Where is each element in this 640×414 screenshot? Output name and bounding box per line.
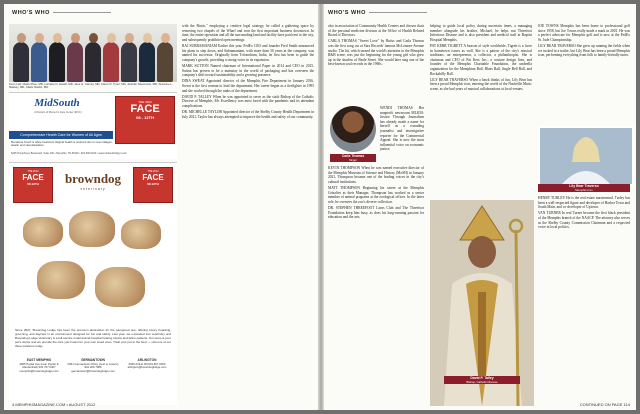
far-article-column-top	[538, 24, 630, 124]
lily-bear-namebar: Lily Bear Traverso Memphis Icon	[538, 184, 630, 192]
left-page-header: WHO'S WHO	[12, 10, 111, 16]
location-east-memphis: EAST MEMPHIS 4965 Poplar Ave (near Poplar & Mendenhall) 901.767.0407 memphis@browndoglodge.com	[19, 358, 59, 373]
right-page-header: WHO'S WHO	[328, 10, 427, 16]
mid-article-column-bottom	[328, 166, 424, 402]
face-award-badge-left: THE 2012 FACE 08-12TH	[13, 167, 53, 203]
article-paragraph: with the Biotic," employing a creative legal strategy, he called a gathering space by removing two chapels of the Wharf and won the first important business downtown. In time, the entire operation and all the surrounding land and facility have paid rent to the city, and subsequently prohibited open meetings.	[182, 24, 314, 42]
midsouth-logo: MidSouth	[34, 97, 80, 109]
article-paragraph: VAN TURNER In real Turner became the first black president of the Memphis branch of the NAACP. The attorney also serves as the Shelby County Commission Chairman and a respected voice in local politics.	[538, 211, 630, 230]
right-article-column	[430, 24, 532, 196]
left-folio: 4 MEMPHISMAGAZINE.COM • AUGUST 2012	[12, 402, 96, 407]
carla-thomas-photo	[330, 106, 376, 152]
lily-bear-illustration	[540, 128, 632, 184]
article-paragraph: HENRY TURLEY He is the real estate mastermind. Turley has been a well-respected figure and developer of Harbor Town and South Main, and co-developer of Uptown.	[538, 196, 630, 210]
carla-thomas-namebar: Carla Thomas Singer	[330, 154, 376, 162]
article-paragraph: CARLA THOMAS "Sweet Love" by Rufus and Carla Thomas was the first song cut at Stax Records' famous McLemore Avenue studio. The hit, which turned the world's attention to the Memphis R&B scene, was just the beginning for the young girl who grew up in the shadow of Beale Street. She would later sing one of the best-known soul records in the 1960s.	[328, 39, 424, 67]
midsouth-tagline: MonaLisa Touch is office treatment Vaginal health is restored due to new collagen, elastin and vascularization	[11, 140, 113, 148]
left-article-column	[182, 24, 314, 402]
photo-caption: From Left: Claire Price, MD, Lorraine D. Hewitt, MD, Jane G. Carney, MD, Karen N. Tyner, MD, Jennifer Stevenson, MD, Suzanne L. Massey, MD, Claire Nowlin, MD	[9, 82, 173, 90]
left-page	[4, 4, 320, 410]
article-paragraph: MARK SUTTON Named chairman of International Paper in 2014 and CEO in 2015, Sutton has proven to be a mainstay in the world of packaging and has overseen the company's shift toward sustainability and a growing presence.	[182, 63, 314, 78]
location-germantown: GERMANTOWN 2061 Germantown Pkwy (next to Lowe's) 901.266.7085 germantown@browndoglodge.com	[67, 358, 119, 373]
article-paragraph: helping to guide local policy during uncertain times, a managing member alongside his brother, Michael, he helps run Threefoot Infectious Disease and is also president and medical staff at Baptist Hospital Memphis.	[430, 24, 532, 42]
browndog-logo-subtitle: veterinary	[80, 187, 106, 191]
article-paragraph: also in association of Community Health Centers and chosen chair of the personal medicine division at the Office of Health Related Board of Directors.	[328, 24, 424, 38]
midsouth-address: 6225 Humphreys Boulevard, Suite 100 • Memphis, TN 38120 • 901.682.0400 • www.midsouthobgyn.com	[11, 152, 127, 155]
right-folio: CONTINUED ON PAGE 114	[579, 402, 630, 407]
midsouth-advertisement	[9, 92, 177, 159]
article-paragraph: JOE TOWNS Memphis has been home to professional golf since 1958, but Joe Towns really made a mark in 2001. He was a perfect advocate for Memphis golf and is now at the FedEx St. Jude Championship.	[538, 24, 630, 42]
article-paragraph: DR. STEPHEN THREEFOOT Lions Club and The Threefoot Foundation keep him busy, as does his long-running passion for education and the arts.	[328, 205, 424, 220]
article-paragraph: KEVIN THOMPSON When he was named executive director of the Memphis Museum of Science and History (MoSH) in January 2021, Thompson became one of the leading voices in the city's cultural institutions.	[328, 166, 424, 184]
article-paragraph: LILY BEAR TRAVERSO She grew up running the fields when we tucked in a trailer, but Lily Bear has been a proud Memphis icon, performing everything from folk to family-friendly tunes.	[538, 43, 630, 58]
dogs-photo	[17, 207, 169, 327]
browndog-logo: browndog	[64, 171, 122, 186]
advertisement-column	[9, 24, 177, 404]
article-paragraph: LILY BEAR TRAVERSO When a hawk thinks of fun, Lily Bear has been a proud Memphis icon, entering the world of the Nashville Music scene, as she had years of musical collaborations at local venues.	[430, 77, 532, 91]
face-award-badge: THE 2012 FACE 08 - 12TH	[115, 96, 175, 144]
midsouth-banner: Comprehensive Health Care for Women of All Ages	[9, 131, 113, 139]
article-paragraph: RAJ SUBRAMANIAM Earlier this year, FedEx CEO and founder Fred Smith announced his plans to step down, and Subramaniam, with more than 30 years at the company, was named his successor. Originally from Trivandrum, India, he first has been to guide the company's growth, providing a strong voice in its expansion.	[182, 43, 314, 62]
face-award-badge-right: THE 2012 FACE 08-12TH	[133, 167, 173, 203]
mid-article-column-top	[328, 24, 424, 106]
article-paragraph: PAT KERR TIGRETT A beacon of style worldwide, Tigrett is a force in hometown issues as well. She is a patron of the city's musical traditions, an entrepreneur, a collector, a philanthropist. She is chairman and CEO of Pat Kerr, Inc., a couture design firm, and founder of the Memphis Charitable Foundation, the umbrella organization for the Memphian Ball, Blues Ball, Jingle Bell Ball, and Rockabilly Ball.	[430, 43, 532, 76]
doctors-group-photo	[9, 24, 177, 82]
location-arlington: ARLINGTON 6035 Airline Rd 901.867.0000 arlington@browndoglodge.com	[127, 358, 167, 370]
article-paragraph: DINA SWEAT Appointed director of the Memphis Fire Department in January 2016, Sweat is the first woman to lead the department. Her career began as a firefighter in 1995 and she worked through the ranks of the department.	[182, 79, 314, 93]
midsouth-logo-subtitle: A Division of Women's Care Center (WCC)	[34, 111, 82, 114]
article-paragraph: DAVID P. TALLEY When he was appointed to serve as the sixth Bishop of the Catholic Diocese of Memphis, Mr. Excellency was most faced with the pandemic and its attendant complications.	[182, 94, 314, 108]
browndog-advertisement	[9, 162, 177, 405]
article-paragraph: WENDI THOMAS Her nonprofit newsroom MLK50: Justice Through Journalism has already made a name for herself as a crusading journalist and investigative reporter for the Commercial Appeal. She is now the most influential voice on economic justice.	[380, 106, 424, 152]
article-paragraph: MATT THOMPSON Beginning his career at the Memphis Grizzlies as their Manager, Thompson has worked as a senior member of animal programs at the zoological offices. In the latter role, he oversees the zoo's diverse collection.	[328, 185, 424, 204]
lily-bear-photo	[538, 126, 634, 186]
browndog-description: Since 2007, Browndog Lodge has been the premium destination for the pampered pup, offering luxury boarding, grooming, and daycare in an environment designed for fun and safety. Last year, we expanded into veterinary and Browndog Lodge Veterinary is a full-service small animal hospital treating canine and feline patients. Our team is your pet's doctor and we provide the care you'd want for your own loved ones. Treat your pet to the best — visit one of our three locations today.	[15, 328, 171, 348]
article-paragraph: DR. MICHELLE TAYLOR Appointed director of the Shelby County Health Department in July 2021, Taylor has always attempted to improve the health and safety of our community.	[182, 110, 314, 119]
mid-article-column-wrap	[380, 106, 424, 162]
david-talley-namebar: David P. Talley Bishop, Catholic Diocese	[444, 376, 520, 384]
right-page	[322, 4, 636, 410]
far-article-column-bottom	[538, 196, 630, 396]
magazine-spread	[4, 4, 636, 410]
